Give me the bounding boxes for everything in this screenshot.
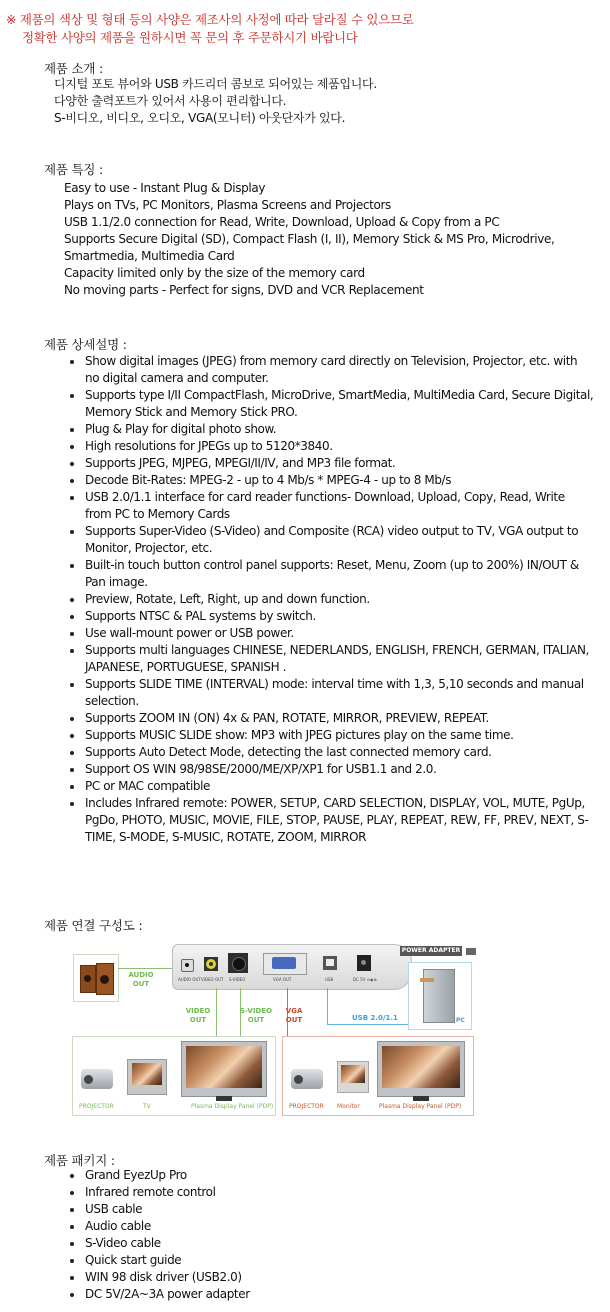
intro-title: 제품 소개 : xyxy=(44,61,104,76)
list-item: Supports Auto Detect Mode, detecting the last connected memory card. xyxy=(66,744,594,761)
projector-icon xyxy=(81,1069,113,1089)
list-item: Preview, Rotate, Left, Right, up and down function. xyxy=(66,591,594,608)
feature-line: No moving parts - Perfect for signs, DVD and VCR Replacement xyxy=(64,283,424,297)
list-item: Supports Super-Video (S-Video) and Composite (RCA) video output to TV, VGA output to Monitor, Projector, etc. xyxy=(66,523,594,557)
features-title: 제품 특징 : xyxy=(44,162,104,177)
list-item: Supports type I/II CompactFlash, MicroDrive, SmartMedia, MultiMedia Card, Secure Digital, Memory Stick and Memory Stick PRO. xyxy=(66,387,594,421)
list-item: Supports SLIDE TIME (INTERVAL) mode: interval time with 1,3, 5,10 seconds and manual selection. xyxy=(66,676,594,710)
notice-line-2: 정확한 사양의 제품을 원하시면 꼭 문의 후 주문하시기 바랍니다 xyxy=(22,30,358,45)
list-item: Built-in touch button control panel supports: Reset, Menu, Zoom (up to 200%) IN/OUT & Pan image. xyxy=(66,557,594,591)
intro-line: 디지털 포토 뷰어와 USB 카드리더 콤보로 되어있는 제품입니다. xyxy=(54,77,377,91)
video-out-label: VIDEO OUT xyxy=(185,1007,211,1024)
pdp-caption: Plasma Display Panel (PDP) xyxy=(191,1103,274,1110)
features-lines xyxy=(64,180,554,299)
svideo-port-icon xyxy=(228,953,248,973)
projector-icon xyxy=(291,1069,323,1089)
usb-connector-line-h xyxy=(327,1024,408,1025)
intro-line: 다양한 출력포트가 있어서 사용이 편리합니다. xyxy=(54,94,287,108)
port-label: VGA OUT xyxy=(273,977,292,982)
plasma-panel-icon xyxy=(181,1041,267,1097)
dc-power-port-icon xyxy=(357,955,371,971)
list-item: Show digital images (JPEG) from memory card directly on Television, Projector, etc. with no digital camera and computer. xyxy=(66,353,594,387)
feature-line: Easy to use - Instant Plug & Display xyxy=(64,181,266,195)
port-label: AUDIO OUT xyxy=(178,977,201,982)
connection-diagram xyxy=(62,938,492,1120)
port-label: VIDEO OUT xyxy=(201,977,224,982)
list-item: High resolutions for JPEGs up to 5120*3840. xyxy=(66,438,594,455)
list-item: S-Video cable xyxy=(66,1235,366,1252)
notice-line-1-text: 제품의 색상 및 형태 등의 사양은 제조사의 사정에 따라 달라질 수 있으므로 xyxy=(19,12,414,27)
pc-image xyxy=(408,962,472,1030)
tv-output-group xyxy=(72,1036,276,1116)
intro-line: S-비디오, 비디오, 오디오, VGA(모니터) 아웃단자가 있다. xyxy=(54,111,346,125)
svideo-out-label: S-VIDEO OUT xyxy=(239,1007,272,1024)
intro-lines xyxy=(54,76,377,127)
list-item: Supports MUSIC SLIDE show: MP3 with JPEG pictures play on the same time. xyxy=(66,727,594,744)
list-item: Supports multi languages CHINESE, NEDERLANDS, ENGLISH, FRENCH, GERMAN, ITALIAN, JAPANESE, PORTUGUESE, SPANISH . xyxy=(66,642,594,676)
vga-output-group xyxy=(282,1036,474,1116)
plasma-panel-icon xyxy=(377,1041,465,1097)
list-item: Audio cable xyxy=(66,1218,366,1235)
pdp-caption: Plasma Display Panel (PDP) xyxy=(379,1103,462,1110)
usb-port-icon xyxy=(323,956,337,970)
monitor-caption: Monitor xyxy=(337,1103,360,1110)
vga-out-label: VGA OUT xyxy=(285,1007,303,1024)
list-item: USB cable xyxy=(66,1201,366,1218)
photo-viewer-device xyxy=(172,944,412,990)
feature-line: USB 1.1/2.0 connection for Read, Write, Download, Upload & Copy from a PC xyxy=(64,215,500,229)
list-item: Infrared remote control xyxy=(66,1184,366,1201)
audio-out-label: AUDIO OUT xyxy=(128,971,154,988)
list-item: Use wall-mount power or USB power. xyxy=(66,625,594,642)
feature-line: Capacity limited only by the size of the memory card xyxy=(64,266,365,280)
feature-line: Smartmedia, Multimedia Card xyxy=(64,249,235,263)
vga-port-icon xyxy=(263,953,307,975)
usb-connector-line xyxy=(327,988,328,1024)
tv-caption: TV xyxy=(143,1103,151,1110)
port-label: USB xyxy=(325,977,334,982)
list-item: Includes Infrared remote: POWER, SETUP, CARD SELECTION, DISPLAY, VOL, MUTE, PgUp, PgDo, PHOTO, MUSIC, MOVIE, FILE, STOP, PAUSE, PLAY, REPEAT, REW, FF, PREV, NEXT, S-TIME, S-MODE, S-MUSIC, ROTATE, ZOOM, MIRROR xyxy=(66,795,594,846)
speaker-right-icon xyxy=(96,963,114,995)
usb-label: USB 2.0/1.1 xyxy=(352,1014,398,1022)
list-item: Supports NTSC & PAL systems by switch. xyxy=(66,608,594,625)
list-item: Decode Bit-Rates: MPEG-2 - up to 4 Mb/s * MPEG-4 - up to 8 Mb/s xyxy=(66,472,594,489)
list-item: DC 5V/2A~3A power adapter xyxy=(66,1286,366,1303)
reference-mark-icon: ※ xyxy=(6,12,17,27)
list-item: Support OS WIN 98/98SE/2000/ME/XP/XP1 for USB1.1 and 2.0. xyxy=(66,761,594,778)
list-item: Quick start guide xyxy=(66,1252,366,1269)
details-list xyxy=(66,353,594,846)
projector-caption: PROJECTOR xyxy=(289,1103,324,1110)
list-item: Grand EyezUp Pro xyxy=(66,1167,366,1184)
port-label: S-VIDEO xyxy=(229,977,246,982)
monitor-icon xyxy=(337,1061,369,1093)
power-plug-icon xyxy=(466,948,476,955)
projector-caption: PROJECTOR xyxy=(79,1103,114,1110)
feature-line: Supports Secure Digital (SD), Compact Flash (I, II), Memory Stick & MS Pro, Microdrive, xyxy=(64,232,555,246)
audio-port-icon xyxy=(181,959,194,972)
pc-label: PC xyxy=(456,1017,465,1024)
speakers-image xyxy=(73,954,119,1002)
pc-tower-icon xyxy=(423,969,455,1023)
package-title: 제품 패키지 : xyxy=(44,1153,115,1168)
feature-line: Plays on TVs, PC Monitors, Plasma Screens and Projectors xyxy=(64,198,391,212)
list-item: Supports JPEG, MJPEG, MPEGI/II/IV, and MP3 file format. xyxy=(66,455,594,472)
speaker-left-icon xyxy=(80,965,96,993)
list-item: Supports ZOOM IN (ON) 4x & PAN, ROTATE, MIRROR, PREVIEW, REPEAT. xyxy=(66,710,594,727)
port-label: DC 5V ⊖◉⊕ xyxy=(353,977,377,982)
list-item: WIN 98 disk driver (USB2.0) xyxy=(66,1269,366,1286)
list-item: PC or MAC compatible xyxy=(66,778,594,795)
video-port-icon xyxy=(204,957,218,971)
package-list xyxy=(66,1167,366,1303)
power-adapter-label: POWER ADAPTER xyxy=(401,947,461,954)
tv-icon xyxy=(127,1059,167,1095)
notice-line-1 xyxy=(6,11,414,29)
list-item: Plug & Play for digital photo show. xyxy=(66,421,594,438)
list-item: USB 2.0/1.1 interface for card reader functions- Download, Upload, Copy, Read, Write from PC to Memory Cards xyxy=(66,489,594,523)
connection-title: 제품 연결 구성도 : xyxy=(44,918,143,933)
notice-text xyxy=(6,11,414,47)
details-title: 제품 상세설명 : xyxy=(44,337,127,352)
